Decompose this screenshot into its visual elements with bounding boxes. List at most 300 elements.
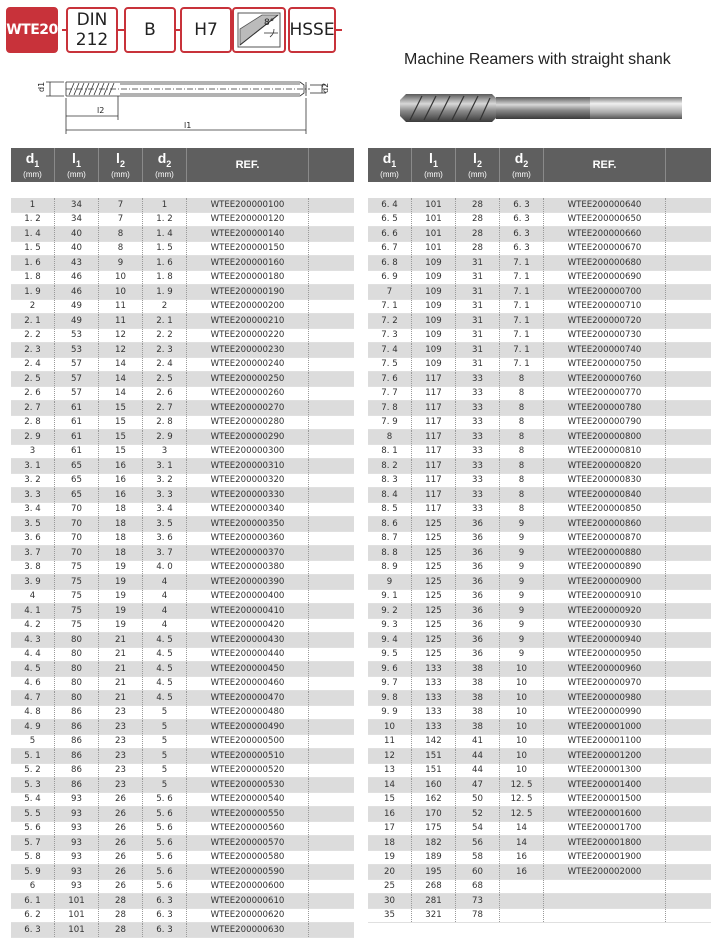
extra-cell — [666, 488, 711, 502]
l1-cell: 75 — [55, 561, 99, 575]
d2-cell: 5 — [143, 749, 187, 763]
d1-cell: 9. 4 — [368, 633, 412, 647]
d1-cell: 6. 2 — [11, 909, 55, 923]
d1-cell: 8. 3 — [368, 474, 412, 488]
extra-cell — [666, 865, 711, 879]
d1-cell: 1. 8 — [11, 271, 55, 285]
d2-cell: 5. 6 — [143, 807, 187, 821]
l1-cell: 93 — [55, 807, 99, 821]
l2-cell: 26 — [99, 865, 143, 879]
l1-cell: 65 — [55, 474, 99, 488]
l1-cell: 133 — [412, 677, 456, 691]
table-row — [11, 343, 354, 358]
extra-cell — [666, 807, 711, 821]
extra-cell — [309, 575, 354, 589]
d1-cell: 9. 3 — [368, 619, 412, 633]
l1-cell: 281 — [412, 894, 456, 908]
d1-cell: 5. 9 — [11, 865, 55, 879]
l2-cell: 52 — [456, 807, 500, 821]
d2-cell: 2. 6 — [143, 387, 187, 401]
table-row — [368, 358, 711, 373]
l1-cell: 80 — [55, 662, 99, 676]
d2-cell: 1. 5 — [143, 242, 187, 256]
extra-cell — [309, 706, 354, 720]
l1-cell: 65 — [55, 488, 99, 502]
extra-cell — [309, 677, 354, 691]
l2-cell: 21 — [99, 677, 143, 691]
l2-cell: 16 — [99, 459, 143, 473]
l2-cell: 18 — [99, 532, 143, 546]
d1-cell: 2. 5 — [11, 372, 55, 386]
d2-cell: 5. 6 — [143, 836, 187, 850]
extra-cell — [666, 836, 711, 850]
ref-cell: WTEE200000720 — [544, 314, 666, 328]
col-ref-header: REF. — [544, 148, 666, 182]
ref-cell: WTEE200000950 — [544, 648, 666, 662]
l1-cell: 75 — [55, 619, 99, 633]
ref-cell: WTEE200002000 — [544, 865, 666, 879]
d2-cell: 4. 5 — [143, 691, 187, 705]
d1-cell: 7. 7 — [368, 387, 412, 401]
d2-cell: 10 — [500, 706, 544, 720]
d1-cell: 4. 4 — [11, 648, 55, 662]
l2-cell: 33 — [456, 416, 500, 430]
d2-cell: 3. 6 — [143, 532, 187, 546]
extra-cell — [309, 778, 354, 792]
d2-cell: 2. 2 — [143, 329, 187, 343]
l1-cell: 175 — [412, 822, 456, 836]
extra-cell — [666, 749, 711, 763]
d2-cell: 4. 5 — [143, 677, 187, 691]
table-row — [11, 604, 354, 619]
l1-cell: 117 — [412, 416, 456, 430]
col-d2-header: $d_2$ (mm) — [500, 148, 544, 182]
l1-cell: 75 — [55, 604, 99, 618]
ref-cell: WTEE200000920 — [544, 604, 666, 618]
l2-cell: 26 — [99, 836, 143, 850]
d1-cell: 17 — [368, 822, 412, 836]
d2-cell: 7. 1 — [500, 300, 544, 314]
extra-cell — [666, 300, 711, 314]
extra-cell — [666, 793, 711, 807]
l2-cell: 26 — [99, 851, 143, 865]
l1-cell: 189 — [412, 851, 456, 865]
l1-cell: 101 — [55, 909, 99, 923]
l1-cell: 46 — [55, 285, 99, 299]
l1-cell: 80 — [55, 677, 99, 691]
form-badge: B — [124, 7, 176, 53]
l2-cell: 38 — [456, 677, 500, 691]
ref-cell: WTEE200000780 — [544, 401, 666, 415]
l2-cell: 44 — [456, 764, 500, 778]
l1-cell: 133 — [412, 720, 456, 734]
l1-cell: 151 — [412, 749, 456, 763]
d2-cell: 5 — [143, 735, 187, 749]
reamer-product-image — [396, 86, 686, 130]
d2-cell: 1. 8 — [143, 271, 187, 285]
d2-cell: 7. 1 — [500, 314, 544, 328]
d1-cell: 2. 8 — [11, 416, 55, 430]
d1-cell: 8. 8 — [368, 546, 412, 560]
extra-cell — [309, 894, 354, 908]
ref-cell: WTEE200000240 — [187, 358, 309, 372]
d1-cell: 2. 1 — [11, 314, 55, 328]
d1-cell: 7. 6 — [368, 372, 412, 386]
table-row — [368, 764, 711, 779]
l2-cell: 33 — [456, 488, 500, 502]
d2-cell: 7. 1 — [500, 358, 544, 372]
table-row — [11, 865, 354, 880]
l2-cell: 8 — [99, 242, 143, 256]
l1-cell: 80 — [55, 633, 99, 647]
l1-cell: 93 — [55, 851, 99, 865]
extra-cell — [666, 590, 711, 604]
extra-cell — [309, 749, 354, 763]
table-row — [11, 778, 354, 793]
d2-cell: 8 — [500, 503, 544, 517]
d2-cell: 10 — [500, 691, 544, 705]
table-row — [11, 793, 354, 808]
page-title: Machine Reamers with straight shank — [404, 51, 671, 68]
ref-cell: WTEE200001000 — [544, 720, 666, 734]
extra-cell — [666, 691, 711, 705]
d1-cell: 8. 1 — [368, 445, 412, 459]
extra-cell — [666, 198, 711, 212]
extra-cell — [309, 604, 354, 618]
table-row — [11, 459, 354, 474]
d2-cell: 3. 4 — [143, 503, 187, 517]
extra-cell — [666, 242, 711, 256]
d1-cell: 5. 1 — [11, 749, 55, 763]
l2-cell: 36 — [456, 517, 500, 531]
d1-cell: 3. 6 — [11, 532, 55, 546]
l2-cell: 23 — [99, 706, 143, 720]
ref-cell: WTEE200000590 — [187, 865, 309, 879]
table-row — [11, 909, 354, 924]
table-row — [11, 242, 354, 257]
l2-cell: 10 — [99, 271, 143, 285]
l2-cell: 28 — [456, 227, 500, 241]
d2-cell: 7. 1 — [500, 329, 544, 343]
l1-cell: 65 — [55, 459, 99, 473]
d1-cell: 10 — [368, 720, 412, 734]
l1-cell: 70 — [55, 546, 99, 560]
d2-cell: 4 — [143, 604, 187, 618]
l2-cell: 16 — [99, 474, 143, 488]
d2-cell: 7. 1 — [500, 256, 544, 270]
chamfer-angle-icon — [234, 9, 284, 51]
ref-cell: WTEE200000460 — [187, 677, 309, 691]
extra-cell — [666, 271, 711, 285]
ref-cell: WTEE200001800 — [544, 836, 666, 850]
table-row — [11, 575, 354, 590]
extra-cell — [309, 633, 354, 647]
tolerance-badge: H7 — [180, 7, 232, 53]
ref-cell: WTEE200000750 — [544, 358, 666, 372]
table-row — [11, 807, 354, 822]
extra-cell — [309, 329, 354, 343]
ref-cell: WTEE200001900 — [544, 851, 666, 865]
extra-cell — [666, 358, 711, 372]
l2-cell: 36 — [456, 648, 500, 662]
d1-cell: 4. 1 — [11, 604, 55, 618]
d2-cell: 1 — [143, 198, 187, 212]
d1-cell: 7. 8 — [368, 401, 412, 415]
d2-cell: 2. 5 — [143, 372, 187, 386]
extra-cell — [309, 561, 354, 575]
l2-cell: 33 — [456, 459, 500, 473]
col-d1-header: $d_1$ (mm) — [11, 148, 55, 182]
extra-cell — [309, 474, 354, 488]
ref-cell: WTEE200000270 — [187, 401, 309, 415]
extra-cell — [309, 256, 354, 270]
ref-cell: WTEE200000120 — [187, 213, 309, 227]
extra-cell — [309, 764, 354, 778]
d2-cell: 9 — [500, 517, 544, 531]
d1-cell: 3. 4 — [11, 503, 55, 517]
extra-cell — [309, 590, 354, 604]
d2-cell: 3. 2 — [143, 474, 187, 488]
ref-cell: WTEE200000230 — [187, 343, 309, 357]
l2-cell: 7 — [99, 198, 143, 212]
d2-cell: 6. 3 — [500, 227, 544, 241]
l2-cell: 23 — [99, 749, 143, 763]
d1-cell: 4. 5 — [11, 662, 55, 676]
table-row — [368, 575, 711, 590]
ref-cell: WTEE200000560 — [187, 822, 309, 836]
table-row — [368, 807, 711, 822]
ref-cell: WTEE200000250 — [187, 372, 309, 386]
d2-cell: 2. 1 — [143, 314, 187, 328]
d2-cell: 4. 5 — [143, 633, 187, 647]
l2-cell: 19 — [99, 619, 143, 633]
ref-cell: WTEE200000290 — [187, 430, 309, 444]
l2-cell: 18 — [99, 517, 143, 531]
l1-cell: 321 — [412, 909, 456, 923]
d1-cell: 8. 4 — [368, 488, 412, 502]
extra-cell — [309, 358, 354, 372]
d1-cell: 16 — [368, 807, 412, 821]
l1-cell: 125 — [412, 633, 456, 647]
l2-cell: 36 — [456, 575, 500, 589]
l2-cell: 21 — [99, 662, 143, 676]
extra-cell — [309, 532, 354, 546]
l2-cell: 15 — [99, 430, 143, 444]
d2-cell: 6. 3 — [500, 213, 544, 227]
l1-cell: 160 — [412, 778, 456, 792]
l1-cell: 101 — [412, 242, 456, 256]
ref-cell: WTEE200000470 — [187, 691, 309, 705]
l2-cell: 26 — [99, 822, 143, 836]
table-row — [368, 546, 711, 561]
d1-cell: 9 — [368, 575, 412, 589]
ref-cell — [544, 894, 666, 908]
l2-cell: 33 — [456, 474, 500, 488]
table-row — [368, 749, 711, 764]
table-row — [368, 662, 711, 677]
table-header — [368, 148, 711, 182]
d1-cell: 8. 7 — [368, 532, 412, 546]
ref-cell: WTEE200000220 — [187, 329, 309, 343]
l1-cell: 125 — [412, 648, 456, 662]
extra-cell — [666, 532, 711, 546]
l2-cell: 33 — [456, 372, 500, 386]
l2-cell: 28 — [99, 909, 143, 923]
d1-cell: 25 — [368, 880, 412, 894]
l2-cell: 31 — [456, 314, 500, 328]
d1-cell: 3. 7 — [11, 546, 55, 560]
table-row — [368, 793, 711, 808]
extra-cell — [666, 604, 711, 618]
product-code-badge: WTE20 — [6, 7, 58, 53]
table-row — [368, 691, 711, 706]
l2-cell: 38 — [456, 706, 500, 720]
l2-cell: 36 — [456, 604, 500, 618]
d2-cell: 9 — [500, 546, 544, 560]
table-row — [368, 619, 711, 634]
l1-cell: 109 — [412, 300, 456, 314]
l1-cell: 53 — [55, 343, 99, 357]
ref-cell: WTEE200000360 — [187, 532, 309, 546]
d1-cell: 9. 8 — [368, 691, 412, 705]
l2-cell: 23 — [99, 778, 143, 792]
table-row — [11, 213, 354, 228]
l1-cell: 125 — [412, 590, 456, 604]
table-row — [368, 532, 711, 547]
extra-cell — [309, 401, 354, 415]
table-row — [368, 445, 711, 460]
extra-cell — [666, 619, 711, 633]
d1-label: d1 — [37, 81, 46, 92]
l1-cell: 49 — [55, 300, 99, 314]
extra-cell — [666, 894, 711, 908]
l1-cell: 93 — [55, 793, 99, 807]
l2-cell: 12 — [99, 343, 143, 357]
ref-cell: WTEE200000570 — [187, 836, 309, 850]
l1-cell: 101 — [412, 227, 456, 241]
d2-cell: 9 — [500, 633, 544, 647]
d2-cell: 4. 5 — [143, 662, 187, 676]
l1-cell: 101 — [412, 198, 456, 212]
d1-cell: 2. 6 — [11, 387, 55, 401]
d1-cell: 5. 4 — [11, 793, 55, 807]
table-row — [368, 517, 711, 532]
ref-cell: WTEE200000800 — [544, 430, 666, 444]
d2-cell: 9 — [500, 575, 544, 589]
ref-cell: WTEE200000880 — [544, 546, 666, 560]
d1-cell: 4. 3 — [11, 633, 55, 647]
extra-cell — [309, 662, 354, 676]
l2-cell: 11 — [99, 314, 143, 328]
extra-cell — [666, 256, 711, 270]
l2-cell: 26 — [99, 793, 143, 807]
table-row — [11, 445, 354, 460]
d1-cell: 5 — [11, 735, 55, 749]
l2-cell: 38 — [456, 662, 500, 676]
d1-cell: 3. 1 — [11, 459, 55, 473]
ref-cell: WTEE200000830 — [544, 474, 666, 488]
extra-cell — [309, 300, 354, 314]
badge-connector — [336, 29, 342, 31]
l1-cell: 170 — [412, 807, 456, 821]
d2-cell: 6. 3 — [500, 242, 544, 256]
d1-cell: 7. 4 — [368, 343, 412, 357]
d2-cell: 9 — [500, 532, 544, 546]
table-row — [368, 677, 711, 692]
ref-cell: WTEE200000680 — [544, 256, 666, 270]
ref-cell: WTEE200000940 — [544, 633, 666, 647]
l1-cell: 93 — [55, 865, 99, 879]
table-row — [368, 372, 711, 387]
d2-cell: 6. 3 — [143, 909, 187, 923]
l2-cell: 31 — [456, 358, 500, 372]
table-row — [368, 416, 711, 431]
l1-cell: 117 — [412, 445, 456, 459]
d1-cell: 5. 3 — [11, 778, 55, 792]
table-row — [11, 300, 354, 315]
l1-cell: 125 — [412, 575, 456, 589]
l1-label: l1 — [184, 121, 192, 130]
ref-cell: WTEE200000310 — [187, 459, 309, 473]
l1-cell: 109 — [412, 256, 456, 270]
table-row — [11, 749, 354, 764]
ref-cell: WTEE200000370 — [187, 546, 309, 560]
l1-cell: 117 — [412, 430, 456, 444]
d1-cell: 8. 2 — [368, 459, 412, 473]
ref-cell: WTEE200000330 — [187, 488, 309, 502]
d2-cell: 8 — [500, 445, 544, 459]
extra-cell — [309, 619, 354, 633]
ref-cell: WTEE200000930 — [544, 619, 666, 633]
l2-cell: 31 — [456, 300, 500, 314]
extra-cell — [309, 459, 354, 473]
d1-cell: 20 — [368, 865, 412, 879]
table-row — [11, 314, 354, 329]
extra-cell — [666, 546, 711, 560]
extra-cell — [309, 213, 354, 227]
l2-cell: 26 — [99, 807, 143, 821]
d1-cell: 6. 6 — [368, 227, 412, 241]
ref-cell: WTEE200000150 — [187, 242, 309, 256]
table-row — [368, 909, 711, 924]
l2-cell: 21 — [99, 633, 143, 647]
l2-cell: 41 — [456, 735, 500, 749]
d2-cell: 9 — [500, 561, 544, 575]
extra-cell — [666, 459, 711, 473]
table-row — [368, 880, 711, 895]
l2-cell: 16 — [99, 488, 143, 502]
table-row — [368, 387, 711, 402]
d2-cell: 2. 4 — [143, 358, 187, 372]
d1-cell: 9. 1 — [368, 590, 412, 604]
extra-cell — [309, 822, 354, 836]
ref-cell: WTEE200000990 — [544, 706, 666, 720]
left-table-body — [11, 198, 354, 938]
table-row — [368, 633, 711, 648]
l2-cell: 58 — [456, 851, 500, 865]
d2-cell: 4 — [143, 590, 187, 604]
ref-cell: WTEE200000350 — [187, 517, 309, 531]
l1-cell: 80 — [55, 648, 99, 662]
table-row — [368, 401, 711, 416]
table-row — [368, 314, 711, 329]
d1-cell: 9. 6 — [368, 662, 412, 676]
d2-cell: 12. 5 — [500, 778, 544, 792]
d1-cell: 5. 8 — [11, 851, 55, 865]
d2-cell: 8 — [500, 488, 544, 502]
table-row — [11, 517, 354, 532]
extra-cell — [666, 401, 711, 415]
